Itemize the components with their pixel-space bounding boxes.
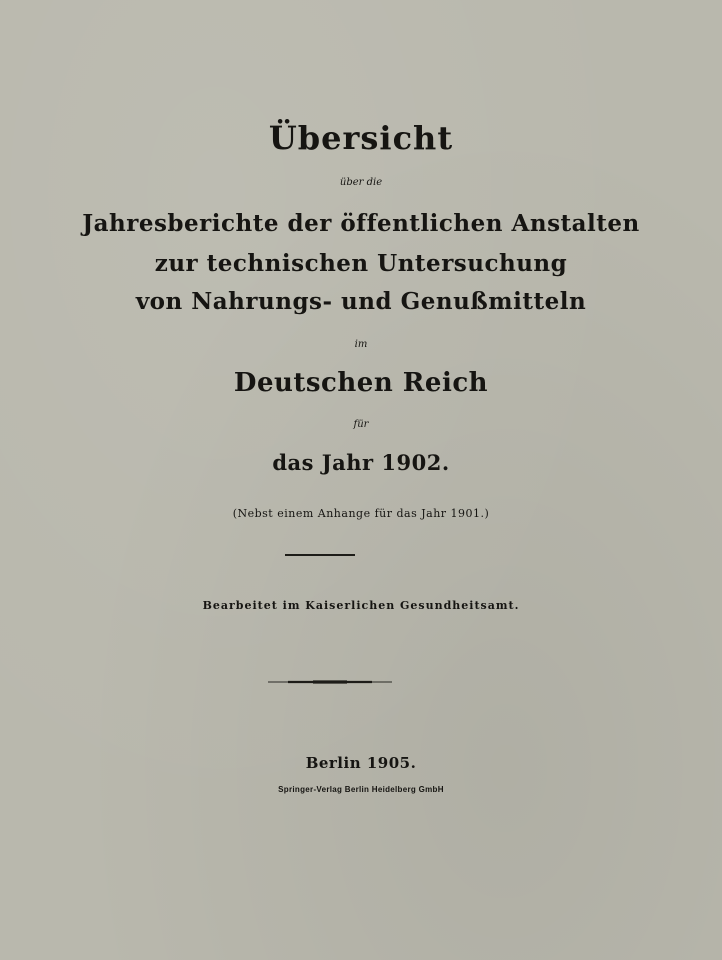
editor-line: Bearbeitet im Kaiserlichen Gesundheitsamt. <box>202 599 520 612</box>
year-line: das Jahr 1902. <box>272 450 450 475</box>
divider-rule <box>285 554 355 556</box>
appendix-note: (Nebst einem Anhange für das Jahr 1901.) <box>232 507 490 520</box>
place-and-date: Berlin 1905. <box>305 754 417 772</box>
main-title: Übersicht <box>268 119 454 157</box>
subtitle-line-1: Jahresberichte der öffentlichen Anstalten <box>82 210 640 237</box>
ornamental-rule <box>268 680 392 684</box>
subtitle-line-2: zur technischen Untersuchung <box>154 250 568 277</box>
publisher-line: Springer-Verlag Berlin Heidelberg GmbH <box>278 785 444 794</box>
subtitle-line-3: von Nahrungs- und Genußmitteln <box>135 288 587 315</box>
connector-im: im <box>354 339 368 350</box>
subtitle-deutschen-reich: Deutschen Reich <box>233 368 489 398</box>
connector-ueber-die: über die <box>339 177 383 188</box>
connector-fuer: für <box>353 419 369 430</box>
